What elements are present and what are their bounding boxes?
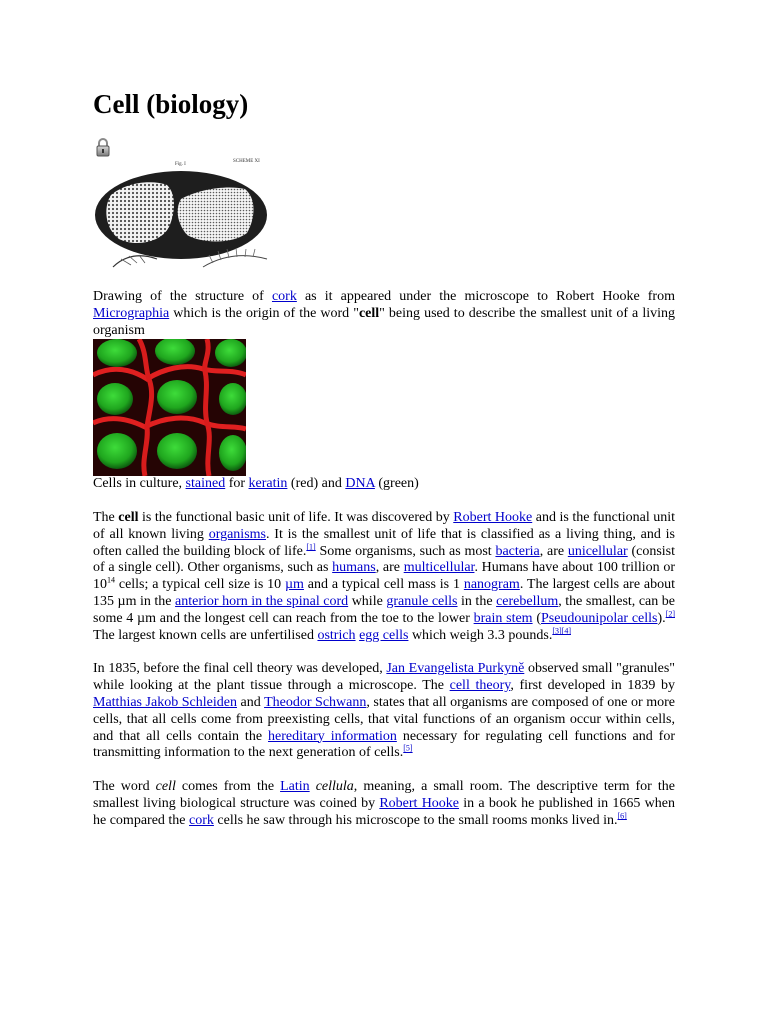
link-latin[interactable]: Latin [280, 779, 310, 795]
link-keratin[interactable]: keratin [248, 476, 288, 491]
paragraph-intro: The cell is the functional basic unit of life. It was discovered by Robert Hooke and is the functional unit of all known living organisms. It is the smallest unit of life that is classified as a living thing, and is often called the building block of life.[1] Some organisms, such as most bacteria, are unicellular (consist of a single cell). Other organisms, such as humans, are multicellular. Humans have about 100 trillion or $10^{14}$ cells; a typical cell size is 10 µm and a typical cell mass is 1 nanogram. The largest cells are about 135 µm in the anterior horn in the spinal cord while granule cells in the cerebellum, the smallest, can be some 4 µm and the longest cell can reach from the toe to the lower brain stem (Pseudounipolar cells).[2] The largest known cells are unfertilised ostrich egg cells which weigh 3.3 pounds.[3][4] [93, 510, 676, 643]
link-brain-stem[interactable]: brain stem [473, 610, 533, 626]
hooke-fig-label-left: Fig. I [175, 162, 186, 167]
link-micrographia[interactable]: Micrographia [93, 305, 170, 321]
citation-6[interactable]: [6] [617, 811, 627, 821]
hooke-figure-caption: Drawing of the structure of cork as it appeared under the microscope to Robert Hooke from Micrographia which is the origin of the word "cell" being used to describe the smallest unit of a living organism [93, 289, 675, 338]
link-bacteria[interactable]: bacteria [495, 543, 540, 559]
cells-figure-caption: Cells in culture, stained for keratin (red) and DNA (green) [93, 476, 419, 491]
link-cell-theory[interactable]: cell theory [449, 678, 511, 694]
link-organisms[interactable]: organisms [208, 526, 266, 542]
link-multicellular[interactable]: multicellular [403, 560, 475, 576]
link-purkyne[interactable]: Jan Evangelista Purkyně [386, 661, 525, 677]
citation-3-4[interactable]: [3][4] [552, 625, 571, 635]
link-ostrich[interactable]: ostrich [317, 627, 356, 643]
link-granule-cells[interactable]: granule cells [386, 593, 458, 609]
link-schwann[interactable]: Theodor Schwann [264, 694, 367, 710]
citation-2[interactable]: [2] [665, 609, 675, 619]
link-robert-hooke[interactable]: Robert Hooke [453, 510, 533, 525]
link-cork-2[interactable]: cork [189, 812, 214, 828]
link-cork[interactable]: cork [271, 289, 297, 304]
hooke-cork-drawing [95, 155, 271, 285]
link-pseudounipolar-cells[interactable]: Pseudounipolar cells [540, 610, 658, 626]
link-stained[interactable]: stained [185, 476, 226, 491]
link-egg-cells[interactable]: egg cells [359, 627, 409, 643]
link-nanogram[interactable]: nanogram [463, 577, 520, 593]
link-humans[interactable]: humans [332, 560, 376, 576]
link-unicellular[interactable]: unicellular [567, 543, 628, 559]
paragraph-etymology: The word cell comes from the Latin cellula, meaning, a small room. The descriptive term for the smallest living biological structure was coined by Robert Hooke in a book he published in 1665 when he compared the cork cells he saw through his microscope to the small rooms monks lived in.[6] [93, 779, 675, 828]
hooke-fig-label-right: SCHEME XI [233, 159, 260, 164]
citation-5[interactable]: [5] [403, 743, 413, 753]
link-dna[interactable]: DNA [345, 476, 375, 491]
citation-1[interactable]: [1] [306, 541, 316, 551]
lock-icon[interactable] [95, 137, 111, 157]
stained-cells-image [93, 339, 246, 476]
link-anterior-horn[interactable]: anterior horn in the spinal cord [175, 593, 349, 609]
link-robert-hooke-2[interactable]: Robert Hooke [379, 795, 460, 811]
article-body [93, 510, 675, 847]
link-cerebellum[interactable]: cerebellum [496, 593, 559, 609]
link-hereditary-information[interactable]: hereditary information [268, 728, 397, 744]
exponent-14: 14 [107, 575, 115, 585]
paragraph-cell-theory: In 1835, before the final cell theory was developed, Jan Evangelista Purkyně observed small "granules" while looking at the plant tissue through a microscope. The cell theory, first developed in 1839 by Matthias Jakob Schleiden and Theodor Schwann, states that all organisms are composed of one or more cells, that all cells come from preexisting cells, that vital functions of an organism occur within cells, and that all cells contain the hereditary information necessary for regulating cell functions and for transmitting information to the next generation of cells.[5] [93, 661, 676, 761]
link-micrometre[interactable]: µm [284, 577, 304, 593]
page-title: Cell (biology) [93, 89, 249, 119]
link-schleiden[interactable]: Matthias Jakob Schleiden [93, 694, 237, 710]
